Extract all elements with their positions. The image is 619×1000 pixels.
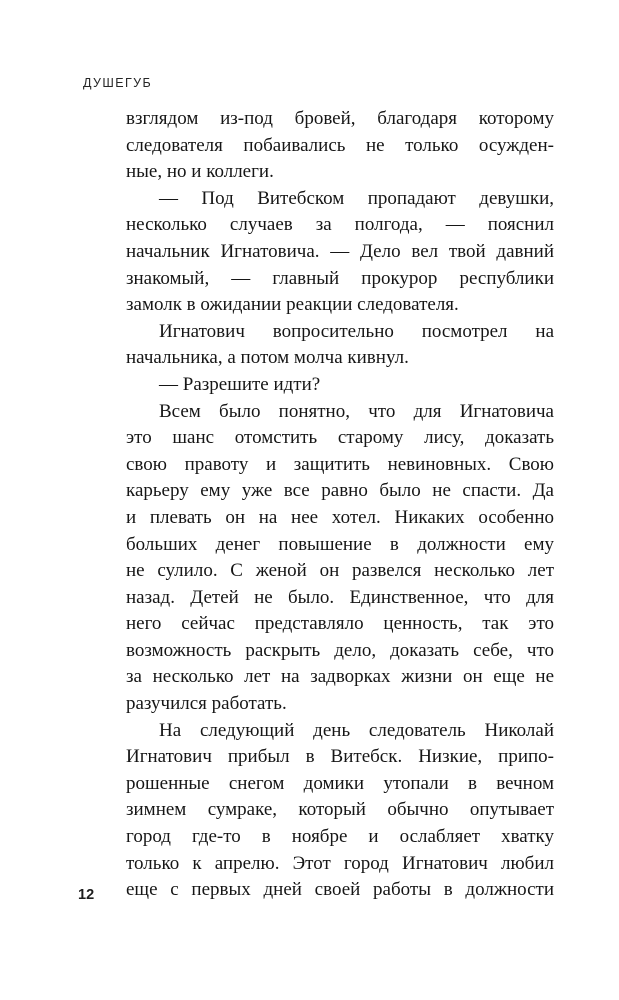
text-line: еще с первых дней своей работы в должности [126, 879, 554, 901]
text-line: свою правоту и защитить невиновных. Свою [126, 453, 554, 475]
running-header: ДУШЕГУБ [83, 76, 153, 90]
text-line: возможность раскрыть дело, доказать себе, что [126, 639, 554, 661]
text-line: Игнатович вопросительно посмотрел на [159, 320, 554, 342]
text-line: город где-то в ноябре и ослабляет хватку [126, 826, 554, 848]
paragraph [126, 186, 554, 319]
text-line: — Под Витебском пропадают девушки, [159, 187, 554, 209]
text-line: начальника, а потом молча кивнул. [126, 347, 409, 369]
text-line: На следующий день следователь Николай [159, 719, 554, 741]
text-line: взглядом из-под бровей, благодаря которому [126, 108, 554, 129]
text-line: больших денег повышение в должности ему [126, 533, 554, 555]
text-line: знакомый, — главный прокурор республики [126, 267, 554, 289]
text-line: замолк в ожидании реакции следователя. [126, 294, 459, 316]
text-line: не сулило. С женой он развелся несколько лет [126, 560, 554, 582]
text-line: назад. Детей не было. Единственное, что для [126, 586, 554, 608]
text-line: начальник Игнатовича. — Дело вел твой давний [126, 240, 554, 262]
text-line: только к апрелю. Этот город Игнатович любил [126, 852, 554, 874]
paragraph [126, 106, 554, 186]
paragraph [126, 319, 554, 372]
text-line: — Разрешите идти? [159, 373, 321, 395]
text-line: ные, но и коллеги. [126, 161, 274, 183]
text-line: и плевать он на нее хотел. Никаких особенно [126, 506, 554, 528]
page-number: 12 [78, 887, 95, 903]
paragraph [126, 718, 554, 904]
text-line: за несколько лет на задворках жизни он еще не [126, 666, 554, 688]
text-line: зимнем сумраке, который обычно опутывает [126, 799, 554, 821]
paragraph [126, 399, 554, 718]
text-block [126, 106, 554, 904]
text-line: Всем было понятно, что для Игнатовича [159, 400, 554, 422]
text-line: разучился работать. [126, 693, 287, 715]
text-line: Игнатович прибыл в Витебск. Низкие, припо- [126, 746, 554, 768]
text-line: рошенные снегом домики утопали в вечном [126, 772, 554, 794]
text-line: него сейчас представляло ценность, так это [126, 613, 554, 635]
text-line: несколько случаев за полгода, — пояснил [126, 214, 554, 236]
text-line: карьеру ему уже все равно было не спасти. Да [126, 480, 554, 502]
text-line: это шанс отомстить старому лису, доказать [126, 427, 554, 449]
text-line: следователя побаивались не только осужден- [126, 134, 554, 156]
paragraph [126, 372, 554, 399]
